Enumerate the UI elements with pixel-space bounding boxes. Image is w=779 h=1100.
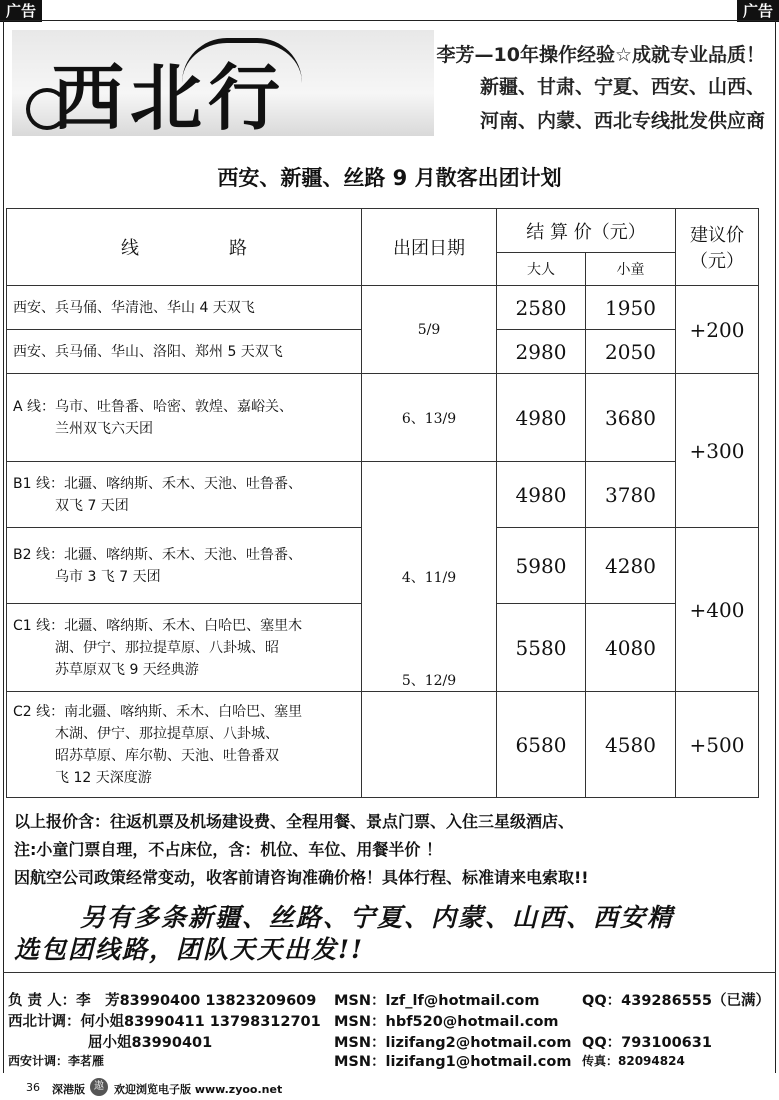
header-suggested-price: 建议价（元）: [676, 209, 759, 286]
date-cell: 6、13/9: [362, 374, 497, 462]
date-cell: [362, 673, 497, 798]
table-row: [7, 462, 759, 528]
suggested-price: +500: [676, 692, 759, 798]
route-text: 飞 12 天深度游: [55, 769, 152, 786]
route-text: 苏草原双飞 9 天经典游: [55, 661, 199, 678]
brand-badge-icon: 遨: [90, 1078, 108, 1096]
note-line: 因航空公司政策经常变动，收客前请咨询准确价格！具体行程、标准请来电索取!!: [14, 868, 589, 887]
contact-fax: 传真：82094824: [582, 1054, 685, 1068]
date-cell: 4、11/9: [362, 462, 497, 692]
divider: [3, 972, 776, 973]
contact-northwest: 西北计调：何小姐83990411 13798312701: [8, 1014, 321, 1030]
contact-msn: MSN：lizifang2@hotmail.com: [334, 1035, 572, 1051]
adult-price: 4980: [497, 374, 586, 462]
date-cell: 5/9: [362, 286, 497, 374]
route-text: 湖、伊宁、那拉提草原、八卦城、昭: [55, 639, 279, 656]
suggested-price: +400: [676, 528, 759, 692]
adult-price: 4980: [497, 462, 586, 528]
header-settle-price: 结 算 价（元）: [497, 209, 676, 253]
note-line: 注:小童门票自理，不占床位，含：机位、车位、用餐半价 ！: [14, 840, 442, 859]
child-price: 4280: [586, 528, 676, 604]
table-row: [7, 692, 759, 798]
page-footer: [0, 1075, 779, 1100]
route-text: 乌市 3 飞 7 天团: [55, 568, 161, 585]
promo-line: 选包团线路，团队天天出发!!: [14, 935, 364, 964]
notes-block: [14, 808, 589, 892]
contact-msn: MSN：lizifang1@hotmail.com: [334, 1054, 572, 1070]
contact-qu: 屈小姐83990401: [88, 1035, 213, 1051]
route-text: C1 线：北疆、喀纳斯、禾木、白哈巴、塞里木: [13, 617, 303, 634]
header-route: 线 路: [7, 209, 362, 286]
route-cell: [7, 286, 362, 330]
contact-msn: MSN：lzf_lf@hotmail.com: [334, 993, 540, 1009]
route-text: 兰州双飞六天团: [55, 420, 153, 437]
route-cell: [7, 462, 362, 528]
route-cell: [7, 374, 362, 462]
adult-price: 5580: [497, 604, 586, 692]
edition-label: 深港版: [52, 1083, 85, 1096]
child-price: 4580: [586, 692, 676, 798]
route-cell: [7, 692, 362, 798]
route-text: 西安、兵马俑、华清池、华山 4 天双飞: [13, 299, 255, 316]
route-cell: [7, 330, 362, 374]
page-title: 西安、新疆、丝路 9 月散客出团计划: [217, 166, 562, 190]
tour-price-table: [6, 208, 759, 798]
suggested-price: +300: [676, 374, 759, 528]
tagline-line-2: 新疆、甘肃、宁夏、西安、山西、: [479, 76, 765, 98]
table-row: [7, 374, 759, 462]
child-price: 4080: [586, 604, 676, 692]
date-text: 5、12/9: [401, 673, 457, 689]
route-text: 木湖、伊宁、那拉提草原、八卦城、: [55, 725, 279, 742]
contact-manager: 负 责 人：李 芳83990400 13823209609: [8, 993, 317, 1009]
route-text: 昭苏草原、库尔勒、天池、吐鲁番双: [55, 747, 279, 764]
route-text: C2 线：南北疆、喀纳斯、禾木、白哈巴、塞里: [13, 703, 303, 720]
contact-xian: 西安计调：李茗雁: [8, 1054, 105, 1068]
header-date: 出团日期: [362, 209, 497, 286]
route-text: 双飞 7 天团: [55, 497, 129, 514]
child-price: 1950: [586, 286, 676, 330]
adult-price: 5980: [497, 528, 586, 604]
table-row: [7, 286, 759, 330]
child-price: 2050: [586, 330, 676, 374]
ad-label-right: 广告: [737, 0, 779, 22]
adult-price: 6580: [497, 692, 586, 798]
tagline-line-3: 河南、内蒙、西北专线批发供应商: [479, 110, 765, 132]
header-child: 小童: [586, 253, 676, 286]
promo-line: 另有多条新疆、丝路、宁夏、内蒙、山西、西安精: [80, 903, 675, 932]
contact-qq: QQ：793100631: [582, 1035, 712, 1051]
promo-block: [14, 902, 764, 966]
ad-label-left: 广告: [0, 0, 42, 22]
footer-text: 欢迎浏览电子版 www.zyoo.net: [114, 1083, 283, 1096]
adult-price: 2580: [497, 286, 586, 330]
route-cell: [7, 604, 362, 692]
note-line: 以上报价含：往返机票及机场建设费、全程用餐、景点门票、入住三星级酒店、: [14, 812, 575, 831]
route-text: B1 线：北疆、喀纳斯、禾木、天池、吐鲁番、: [13, 475, 302, 492]
header-adult: 大人: [497, 253, 586, 286]
suggested-price: +200: [676, 286, 759, 374]
child-price: 3680: [586, 374, 676, 462]
route-text: 西安、兵马俑、华山、洛阳、郑州 5 天双飞: [13, 343, 283, 360]
route-cell: [7, 528, 362, 604]
contact-msn: MSN：hbf520@hotmail.com: [334, 1014, 559, 1030]
route-text: B2 线：北疆、喀纳斯、禾木、天池、吐鲁番、: [13, 546, 302, 563]
child-price: 3780: [586, 462, 676, 528]
route-text: A 线：乌市、吐鲁番、哈密、敦煌、嘉峪关、: [13, 398, 294, 415]
tagline-line-1: 李芳—10年操作经验☆成就专业品质！: [436, 44, 765, 66]
adult-price: 2980: [497, 330, 586, 374]
brand-banner: [12, 30, 434, 136]
contact-qq: QQ：439286555（已满）: [582, 993, 770, 1009]
brand-logo: 西北行: [52, 55, 287, 136]
page-number: 36: [26, 1081, 40, 1094]
